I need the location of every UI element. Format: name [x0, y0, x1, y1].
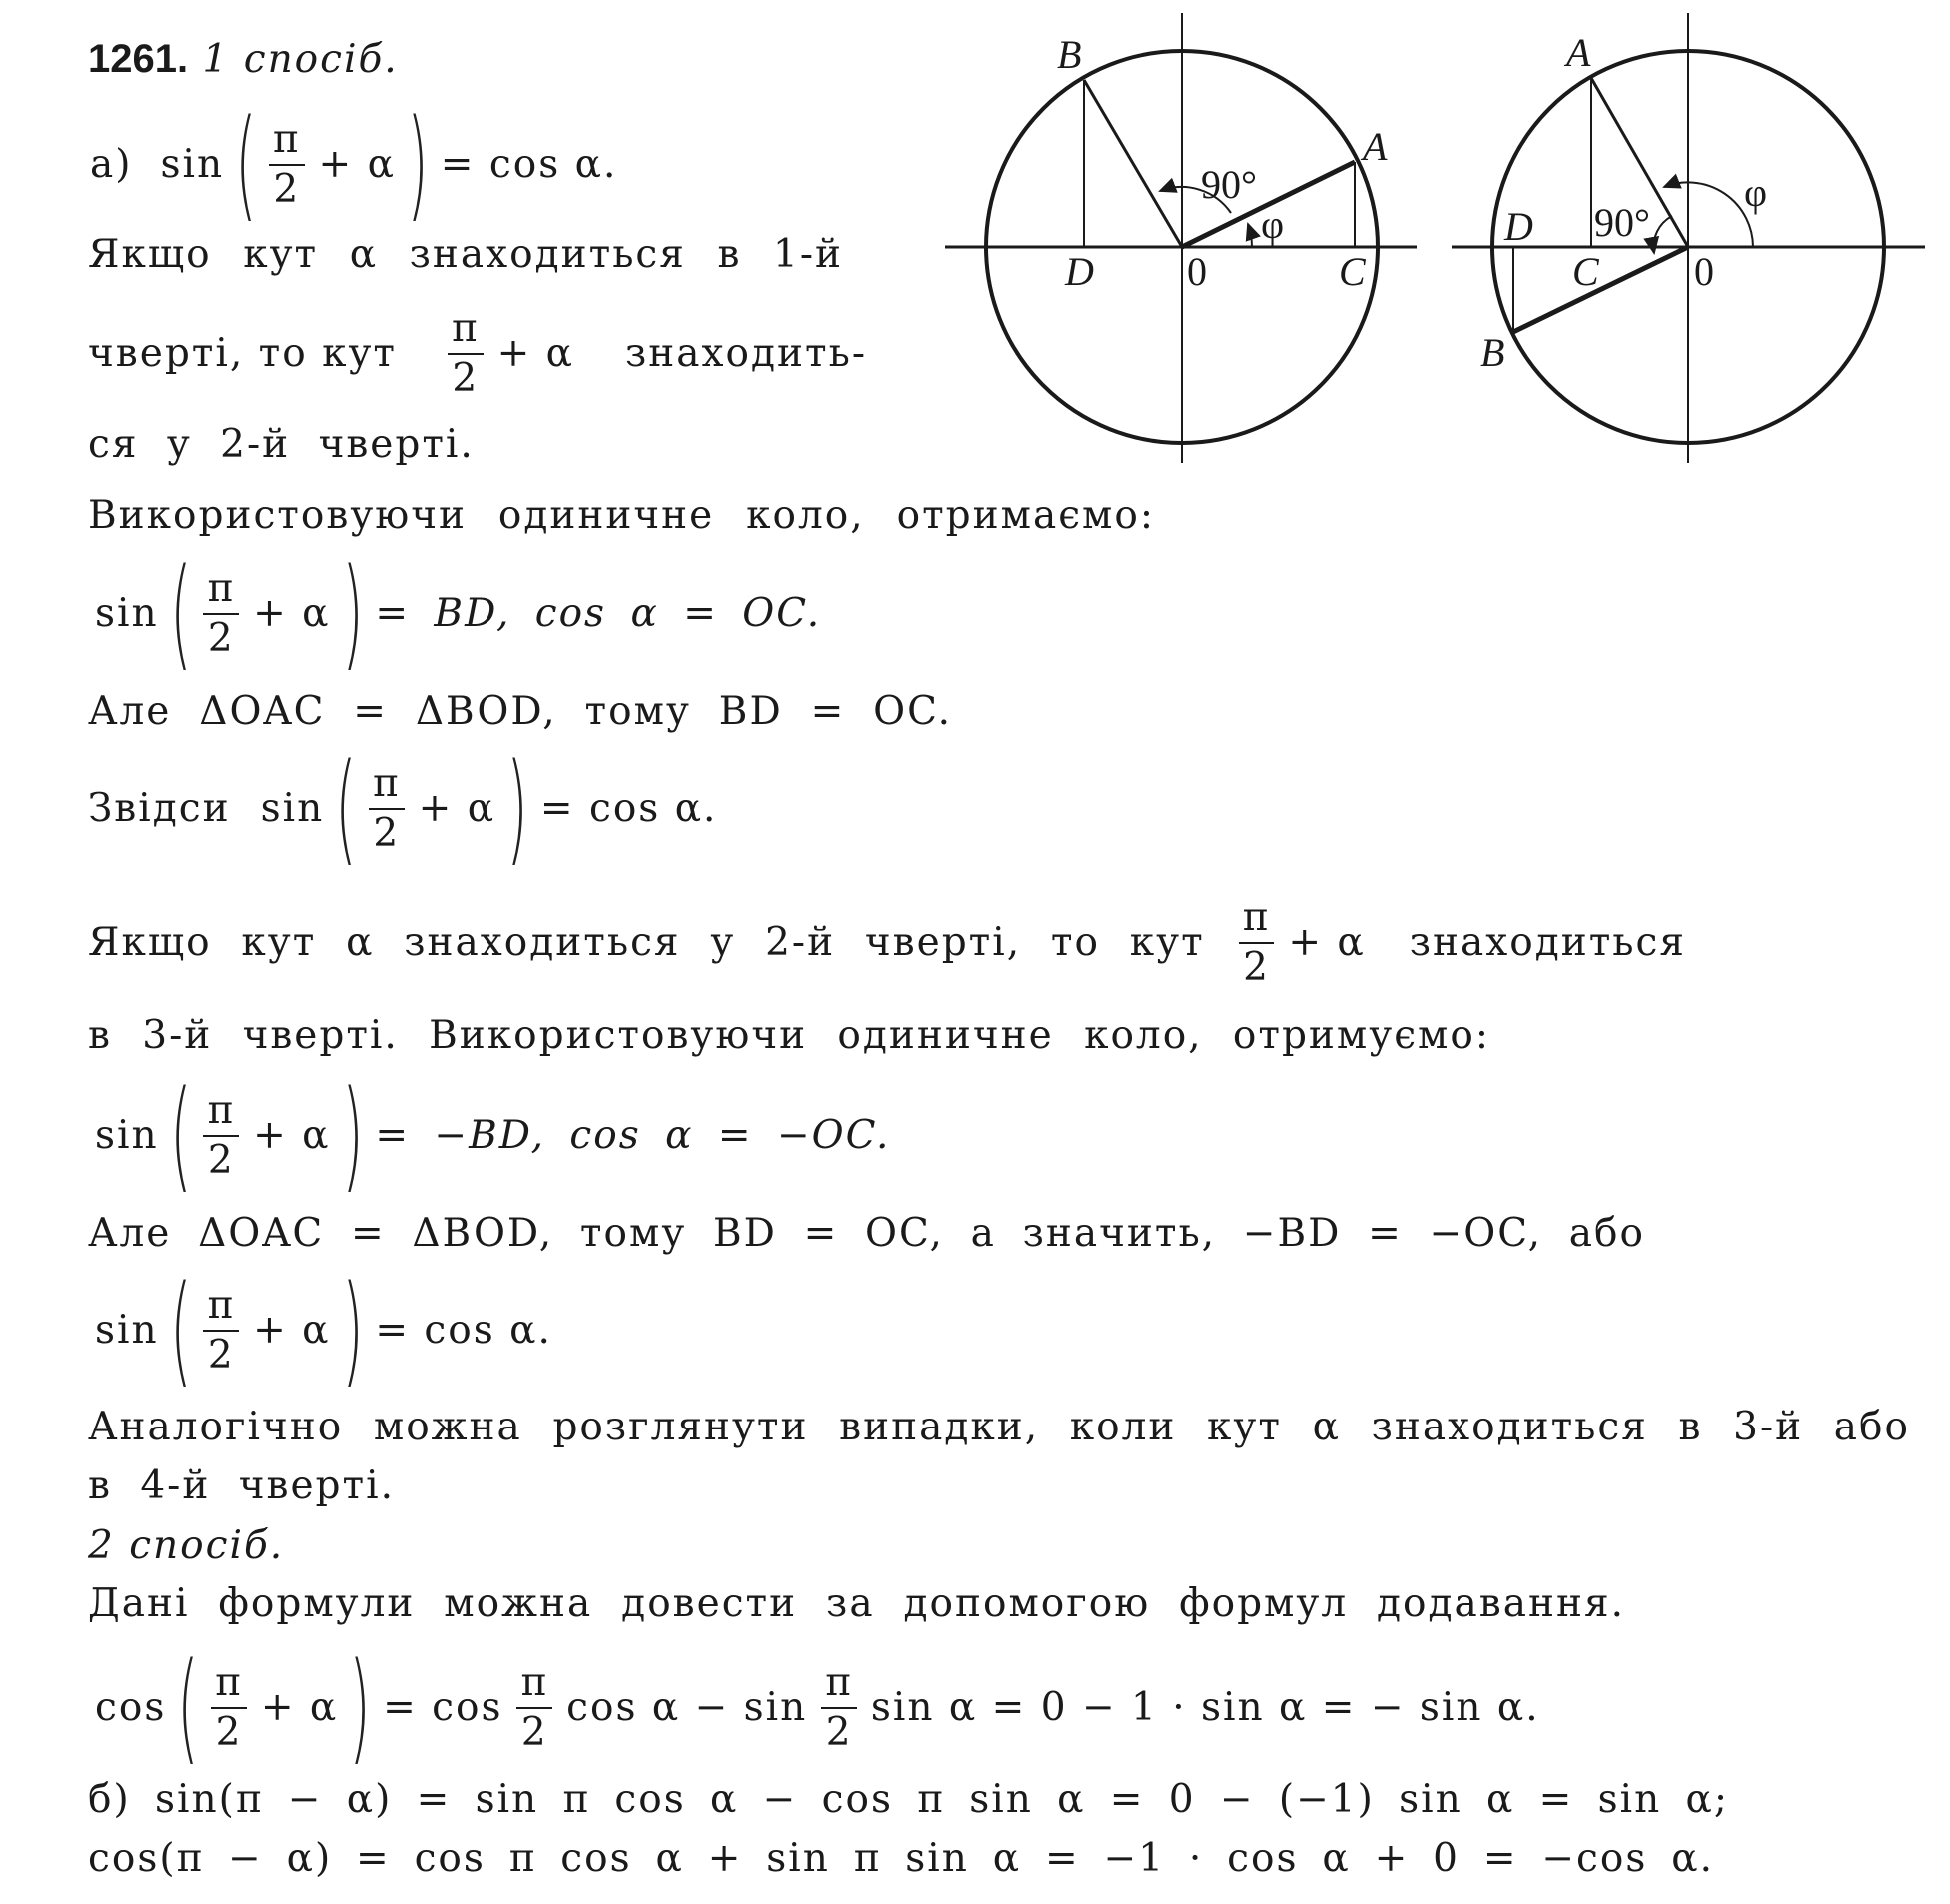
rhs: = BD, cos α = OC. [375, 591, 822, 636]
rhs: = cos α. [539, 786, 718, 831]
label-O: 0 [1694, 249, 1714, 294]
text-line: б) sin(π − α) = sin π cos α − cos π sin α = 0 − (−1) sin α = sin α; [88, 1777, 1729, 1822]
text: cos α − sin [566, 1685, 808, 1730]
text-line: Але ΔOAC = ΔBOD, тому BD = OC. [88, 689, 952, 734]
tail: + α [496, 331, 575, 376]
paren-open: ( [170, 1261, 193, 1400]
fn: cos [95, 1685, 167, 1730]
denominator: 2 [273, 167, 301, 212]
paren-close: ) [341, 1261, 364, 1400]
text-line: Але ΔOAC = ΔBOD, тому BD = OC, а значить, −BD = −OC, або [88, 1211, 1645, 1256]
diagram-1 [945, 13, 1417, 463]
tail: + α [253, 1308, 331, 1353]
text-line: Дані формули можна довести за допомогою формул додавання. [88, 1581, 1625, 1626]
text: Якщо кут α знаходиться у 2-й чверті, то кут [88, 920, 1205, 965]
numerator: π [203, 1282, 239, 1332]
numerator: π [203, 565, 239, 615]
numerator: π [211, 1659, 247, 1709]
paren-open: ( [177, 1638, 200, 1777]
segment-OB [1513, 247, 1688, 332]
tail: + α [418, 786, 496, 831]
rhs: = cos α. [375, 1308, 552, 1353]
numerator: π [203, 1087, 239, 1137]
label-phi: φ [1261, 202, 1285, 247]
paren-close: ) [506, 739, 529, 878]
text-line: Якщо кут α знаходиться в 1-й [88, 232, 843, 277]
paren-close: ) [349, 1638, 372, 1777]
segment-OB [1084, 80, 1182, 247]
text-line: Аналогічно можна розглянути випадки, коли кут α знаходиться в 3-й або [88, 1405, 1910, 1449]
fn: sin [260, 786, 325, 831]
fn: sin [95, 1308, 159, 1353]
problem-number: 1261. [88, 37, 189, 81]
text-line: в 3-й чверті. Використовуючи одиничне коло, отримуємо: [88, 1013, 1490, 1058]
text: знаходить- [625, 331, 867, 376]
tail: + α [1288, 920, 1366, 965]
denominator: 2 [1243, 945, 1270, 990]
label-B: B [1480, 330, 1505, 375]
denominator: 2 [452, 356, 480, 401]
denominator: 2 [215, 1710, 243, 1755]
numerator: π [448, 305, 484, 355]
paren-open: ( [335, 739, 358, 878]
tail: + α [318, 142, 396, 187]
label-A: A [1363, 124, 1388, 169]
paren-open: ( [170, 544, 193, 683]
diagram-2 [1452, 13, 1925, 463]
text: = cos [383, 1685, 503, 1730]
label-phi: φ [1744, 170, 1768, 215]
label-O: 0 [1187, 249, 1207, 294]
tail: + α [253, 1113, 331, 1158]
label-90-degrees: 90° [1594, 200, 1650, 245]
paren-open: ( [235, 95, 258, 234]
label-D: D [1065, 249, 1094, 294]
rhs: = −BD, cos α = −OC. [375, 1113, 891, 1158]
label-90-degrees: 90° [1201, 162, 1257, 207]
numerator: π [269, 116, 305, 166]
text: знаходиться [1409, 920, 1686, 965]
paren-close: ) [341, 1066, 364, 1205]
denominator: 2 [207, 1138, 235, 1183]
fn: sin [160, 142, 225, 187]
text-line: в 4-й чверті. [88, 1463, 395, 1508]
denominator: 2 [207, 1333, 235, 1378]
label-C: C [1339, 249, 1366, 294]
paren-close: ) [341, 544, 364, 683]
text-line: cos(π − α) = cos π cos α + sin π sin α = −1 · cos α + 0 = −cos α. [88, 1836, 1714, 1881]
numerator: π [1239, 894, 1275, 944]
tail: + α [260, 1685, 339, 1730]
fn: sin [95, 591, 159, 636]
label-C: C [1572, 249, 1599, 294]
numerator: π [369, 760, 405, 810]
phi-arc-arrow [1664, 182, 1753, 247]
denominator: 2 [825, 1710, 853, 1755]
text: sin α = 0 − 1 · sin α = − sin α. [870, 1685, 1540, 1730]
phi-arc-arrow [1248, 224, 1252, 247]
paren-close: ) [407, 95, 430, 234]
label-B: B [1057, 32, 1082, 77]
paren-open: ( [170, 1066, 193, 1205]
text: чверті, то кут [88, 331, 397, 376]
part-a-label: а) [90, 142, 133, 187]
rhs: = cos α. [440, 142, 618, 187]
denominator: 2 [520, 1710, 548, 1755]
label-A: A [1566, 30, 1591, 75]
text-line: Використовуючи одиничне коло, отримаємо: [88, 493, 1155, 538]
numerator: π [516, 1659, 552, 1709]
label-D: D [1504, 204, 1533, 249]
text: Звідси [88, 786, 231, 831]
denominator: 2 [207, 616, 235, 661]
text-line: ся у 2-й чверті. [88, 422, 475, 467]
method-1-title: 1 спосіб. [202, 37, 399, 82]
tail: + α [253, 591, 331, 636]
denominator: 2 [373, 811, 401, 856]
fn: sin [95, 1113, 159, 1158]
numerator: π [821, 1659, 857, 1709]
method-2-title: 2 спосіб. [88, 1523, 285, 1568]
